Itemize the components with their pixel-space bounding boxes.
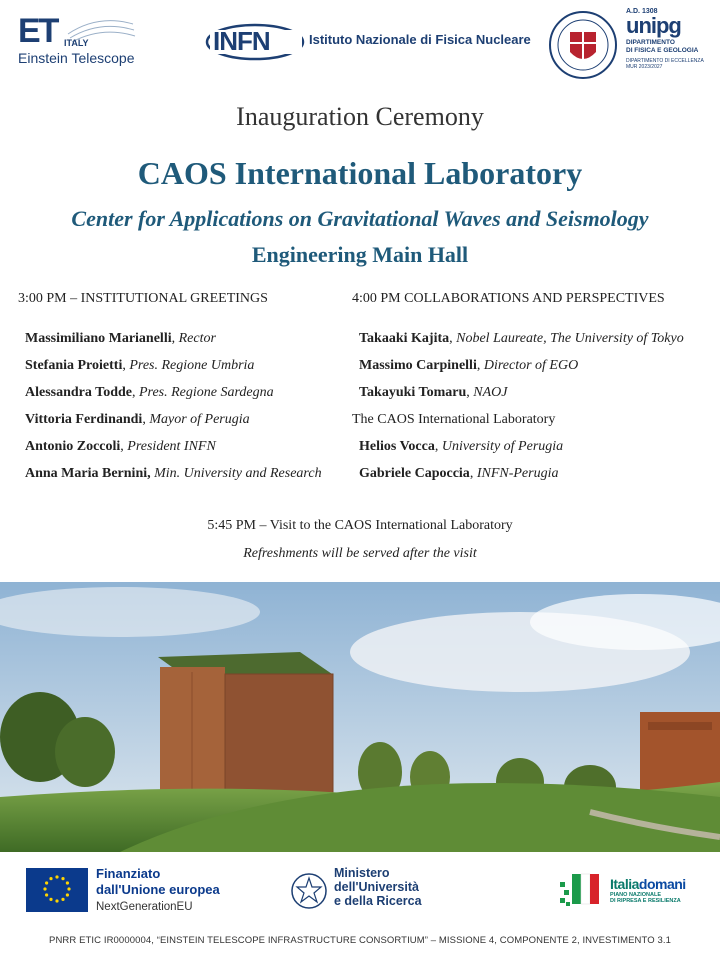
unipg-excellence-line: MUR 2023/2027 (626, 64, 663, 70)
ministry-line: Ministero (334, 866, 390, 880)
speaker-name: Alessandra Todde (25, 385, 132, 400)
ministry-line: e della Ricerca (334, 894, 422, 908)
italiadomani-mark-icon (558, 872, 606, 910)
unipg-dept-line: DIPARTIMENTO (626, 39, 675, 46)
speaker-separator: , (449, 331, 457, 346)
speaker-name: Massimiliano Marianelli (25, 331, 172, 346)
italiadomani-part: domani (638, 876, 686, 892)
collaborations-speaker-list (352, 331, 684, 493)
speaker-separator: , (476, 358, 484, 373)
subsection-heading: The CAOS International Laboratory (352, 412, 556, 427)
italiadomani-small: PIANO NAZIONALE (610, 892, 662, 898)
speaker-name: Helios Vocca (359, 439, 435, 454)
speaker-role: Rector (178, 331, 216, 346)
speaker-name: Stefania Proietti (25, 358, 123, 373)
unipg-name: unipg (626, 13, 681, 38)
speaker-role: President INFN (127, 439, 216, 454)
ministry-line: dell'Università (334, 880, 419, 894)
speaker-role: Pres. Regione Umbria (129, 358, 255, 373)
infn-mark: INFN (213, 26, 270, 56)
speaker-name: Anna Maria Bernini, (25, 466, 151, 481)
speaker-role: Min. University and Research (154, 466, 322, 481)
speaker-row (25, 439, 322, 466)
eu-flag-icon (26, 868, 88, 912)
speaker-separator: , (120, 439, 128, 454)
speaker-row (25, 385, 322, 412)
speaker-separator: , (466, 385, 474, 400)
speaker-name: Takayuki Tomaru (359, 385, 467, 400)
einstein-telescope-logo (18, 12, 138, 67)
unipg-logo (626, 8, 716, 88)
speaker-separator: , (142, 412, 150, 427)
infn-name: Istituto Nazionale di Fisica Nucleare (309, 32, 531, 47)
speaker-separator: , (131, 385, 139, 400)
italiadomani-small: DI RIPRESA E RESILIENZA (610, 898, 681, 904)
laboratory-rendering (0, 582, 720, 852)
speaker-row (25, 466, 322, 493)
eu-line: dall'Unione europea (96, 882, 220, 897)
eu-line: Finanziato (96, 866, 161, 881)
speaker-separator: , (122, 358, 130, 373)
speaker-role: Nobel Laureate, The University of Tokyo (456, 331, 684, 346)
speaker-separator: , (171, 331, 179, 346)
page-subtitle: Center for Applications on Gravitational Waves and Seismology (71, 206, 649, 231)
speaker-row (352, 466, 684, 493)
page-title: CAOS International Laboratory (137, 155, 583, 191)
unipg-year: A.D. 1308 (626, 8, 658, 15)
pnrr-reference: PNRR ETIC IR0000004, “EINSTEIN TELESCOPE INFRASTRUCTURE CONSORTIUM” – MISSIONE 4, COMPONENTE 2, INVESTIMENTO 3.1 (49, 935, 671, 946)
speaker-row (25, 412, 322, 439)
speaker-row (352, 331, 684, 358)
speaker-separator: , (469, 466, 477, 481)
et-name: Einstein Telescope (18, 50, 135, 66)
unipg-excellence-line: DIPARTIMENTO DI ECCELLENZA (626, 58, 704, 64)
speaker-role: Director of EGO (483, 358, 579, 373)
speaker-row (25, 358, 322, 385)
speaker-separator: , (434, 439, 442, 454)
speaker-row (352, 385, 684, 412)
eu-funding-label (96, 866, 220, 916)
speaker-role: Mayor of Perugia (149, 412, 250, 427)
speaker-name: Gabriele Capoccia (359, 466, 470, 481)
speaker-row (25, 331, 322, 358)
refreshments-note: Refreshments will be served after the visit (243, 546, 477, 561)
university-seal-icon (548, 10, 618, 80)
italiadomani-part: Italia (610, 876, 639, 892)
speaker-role: Pres. Regione Sardegna (138, 385, 274, 400)
speaker-row (352, 358, 684, 385)
speaker-name: Massimo Carpinelli (359, 358, 477, 373)
session-heading-collaborations: 4:00 PM COLLABORATIONS AND PERSPECTIVES (352, 291, 665, 306)
italian-emblem-icon (290, 870, 328, 912)
speaker-name: Takaaki Kajita (359, 331, 450, 346)
italiadomani-label (610, 876, 686, 904)
event-heading: Inauguration Ceremony (236, 102, 484, 131)
ministry-label (334, 866, 422, 908)
speaker-row (352, 439, 684, 466)
speaker-name: Vittoria Ferdinandi (25, 412, 143, 427)
speaker-role: INFN-Perugia (476, 466, 559, 481)
session-heading-greetings: 3:00 PM – INSTITUTIONAL GREETINGS (18, 291, 268, 306)
speaker-role: NAOJ (473, 385, 508, 400)
venue: Engineering Main Hall (251, 242, 469, 267)
infn-logo (205, 22, 531, 62)
et-country: ITALY (64, 38, 89, 48)
speaker-role: University of Perugia (441, 439, 564, 454)
speaker-name: Antonio Zoccoli (25, 439, 121, 454)
greetings-speaker-list (25, 331, 322, 493)
unipg-dept-line: DI FISICA E GEOLOGIA (626, 47, 699, 54)
eu-line: NextGenerationEU (96, 901, 193, 913)
visit-line: 5:45 PM – Visit to the CAOS International Laboratory (207, 518, 513, 533)
et-mark: ET (18, 12, 58, 50)
